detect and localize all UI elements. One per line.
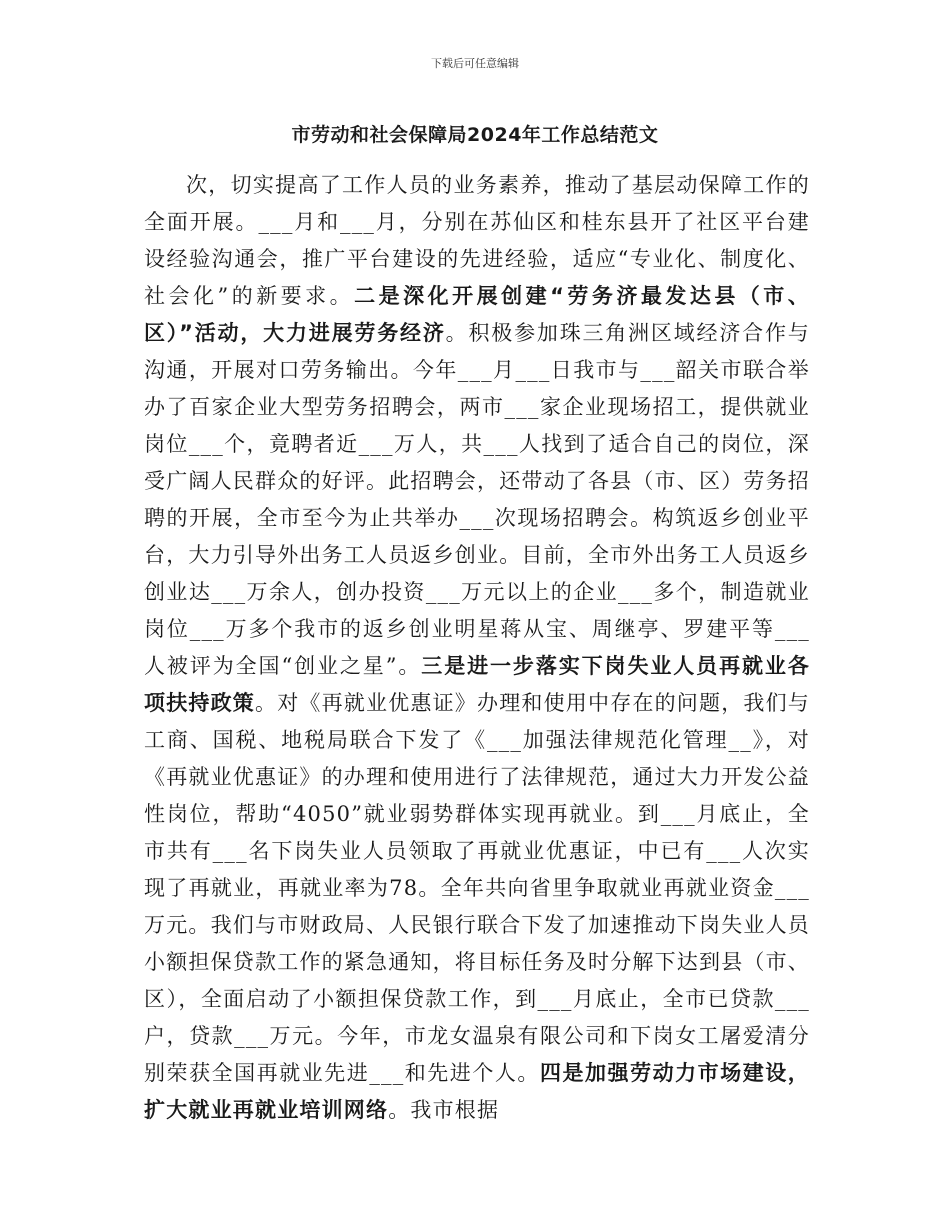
paragraph-segment: 次，切实提高了工作人员的业务素养，推动了基层动保障工作的全面开展。___月和___月，分别在苏仙区和桂东县开了社区平台建设经验沟通会，推广平台建设的先进经验，适应“专业化、制度化、社会化”的新要求。	[144, 173, 810, 308]
body-paragraph	[144, 167, 810, 1129]
paragraph-segment: 。积极参加珠三角洲区域经济合作与沟通，开展对口劳务输出。今年___月___日我市与___韶关市联合举办了百家企业大型劳务招聘会，两市___家企业现场招工，提供就业岗位___个，竟聘者近___万人，共___人找到了适合自己的岗位，深受广阔人民群众的好评。此招聘会，还带动了各县（市、区）劳务招聘的开展，全市至今为止共举办___次现场招聘会。构筑返乡创业平台，大力引导外出务工人员返乡创业。目前，全市外出务工人员返乡创业达___万余人，创办投资___万元以上的企业___多个，制造就业岗位___万多个我市的返乡创业明星蒋从宝、周继亭、罗建平等___人被评为全国“创业之星”。	[144, 321, 810, 678]
paragraph-segment: 。对《再就业优惠证》办理和使用中存在的问题，我们与工商、国税、地税局联合下发了《___加强法律规范化管理__》，对《再就业优惠证》的办理和使用进行了法律规范，通过大力开发公益性岗位，帮助“4050”就业弱势群体实现再就业。到___月底止，全市共有___名下岗失业人员领取了再就业优惠证，中已有___人次实现了再就业，再就业率为78。全年共向省里争取就业再就业资金___万元。我们与市财政局、人民银行联合下发了加速推动下岗失业人员小额担保贷款工作的紧急通知，将目标任务及时分解下达到县（市、区），全面启动了小额担保贷款工作，到___月底止，全市已贷款___户，贷款___万元。今年，市龙女温泉有限公司和下岗女工屠爱清分别荣获全国再就业先进___和先进个人。	[144, 691, 810, 1085]
header-note: 下载后可任意编辑	[431, 57, 519, 70]
paragraph-bold-segment: 二是深化开展创建“劳务济最发达县（市、区）”活动，大力进展劳务经济	[144, 284, 810, 345]
paragraph-bold-segment: 三是进一步落实下岗失业人员再就业各项扶持政策	[144, 654, 810, 715]
paragraph-bold-segment: 四是加强劳动力市场建设，扩大就业再就业培训网络	[144, 1061, 810, 1122]
document-title: 市劳动和社会保障局2024年工作总结范文	[291, 124, 659, 146]
paragraph-segment: 。我市根据	[388, 1098, 500, 1122]
